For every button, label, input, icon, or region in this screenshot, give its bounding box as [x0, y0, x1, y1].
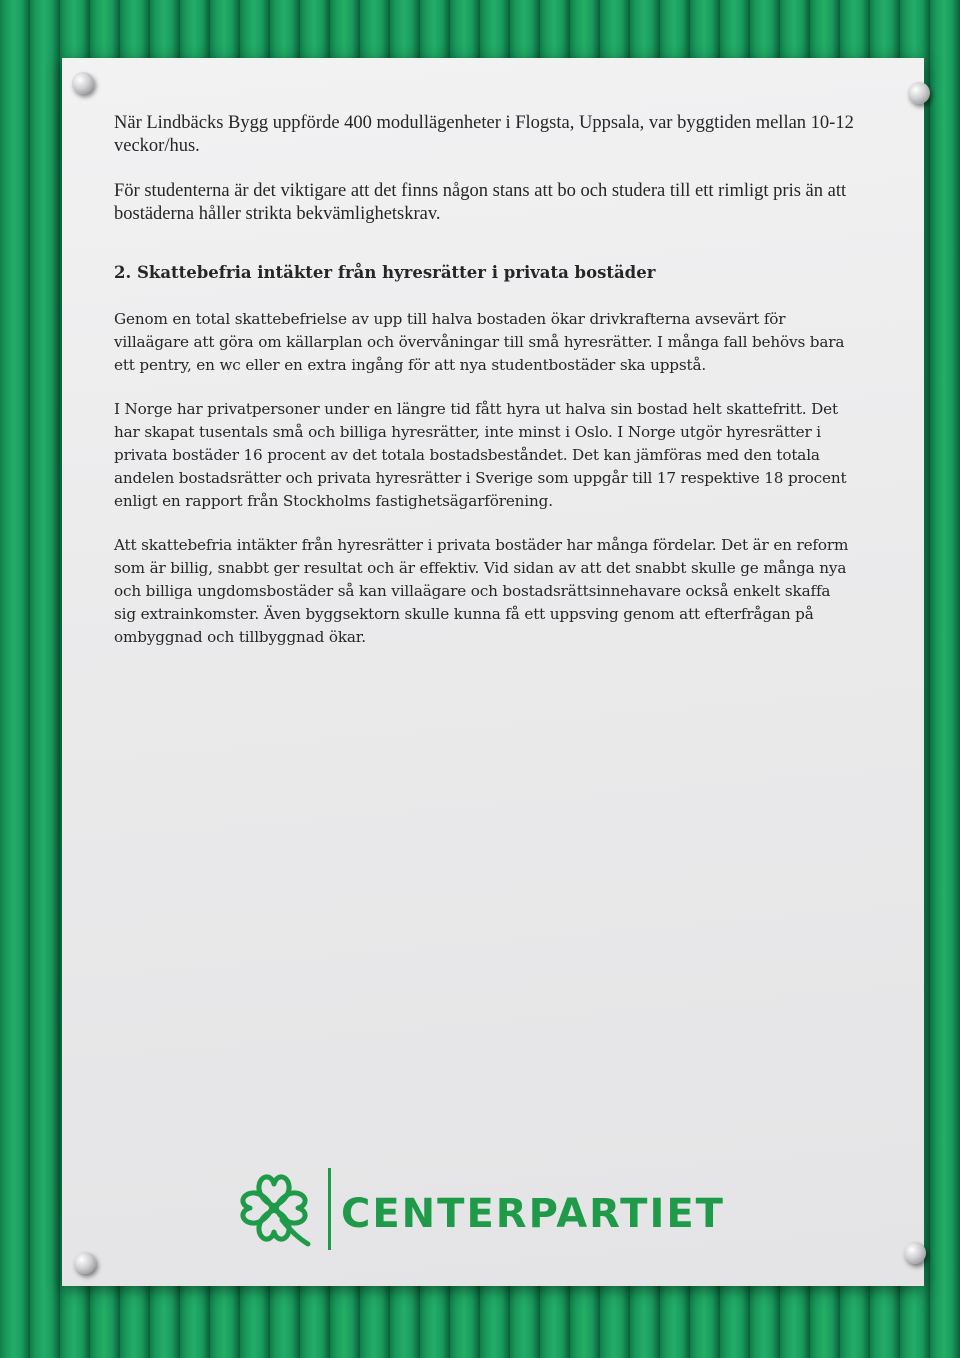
pin-top-left — [72, 72, 94, 94]
poster-paper — [62, 58, 924, 1286]
logo-divider — [328, 1168, 331, 1250]
clover-icon — [234, 1168, 318, 1250]
document-body — [114, 112, 854, 670]
pin-top-right — [908, 82, 930, 104]
pin-bottom-left — [74, 1252, 96, 1274]
pin-bottom-right — [904, 1242, 926, 1264]
logo-wordmark: CENTERPARTIET — [341, 1191, 725, 1237]
body-paragraph-3: Att skattebefria intäkter från hyresrätter i privata bostäder har många fördelar. Det är en reform som är billig, snabbt ger resultat och är effektiv. Vid sidan av att det snabbt skulle ge många nya och billiga ungdomsbostäder så kan villaägare och bostadsrättsinnehavare också enkelt skaffa sig extrainkomster. Även byggsektorn skulle kunna få ett uppsving genom att efterfrågan på ombyggnad och tillbyggnad ökar. — [114, 536, 849, 646]
body-paragraph-1: Genom en total skattebefrielse av upp till halva bostaden ökar drivkrafterna avsevärt för villaägare att göra om källarplan och övervåningar till små hyresrätter. I många fall behövs bara ett pentry, en wc eller en extra ingång för att nya studentbostäder ska uppstå. — [114, 310, 845, 374]
section-heading: 2. Skattebefria intäkter från hyresrätter i privata bostäder — [114, 263, 656, 282]
intro-paragraph-1: När Lindbäcks Bygg uppförde 400 modullägenheter i Flogsta, Uppsala, var byggtiden mellan 10-12 veckor/hus. — [114, 113, 854, 156]
body-paragraph-2: I Norge har privatpersoner under en längre tid fått hyra ut halva sin bostad helt skattefritt. Det har skapat tusentals små och billiga hyresrätter, inte minst i Oslo. I Norge utgör hyresrätter i privata bostäder 16 procent av det totala bostadsbeståndet. Det kan jämföras med den totala andelen bostadsrätter och privata hyresrätter i Sverige som uppgår till 17 respektive 18 procent enligt en rapport från Stockholms fastighetsägarförening. — [114, 400, 847, 510]
intro-paragraph-2: För studenterna är det viktigare att det finns någon stans att bo och studera till ett rimligt pris än att bostäderna håller strikta bekvämlighetskrav. — [114, 181, 847, 224]
centerpartiet-logo — [234, 1166, 764, 1252]
